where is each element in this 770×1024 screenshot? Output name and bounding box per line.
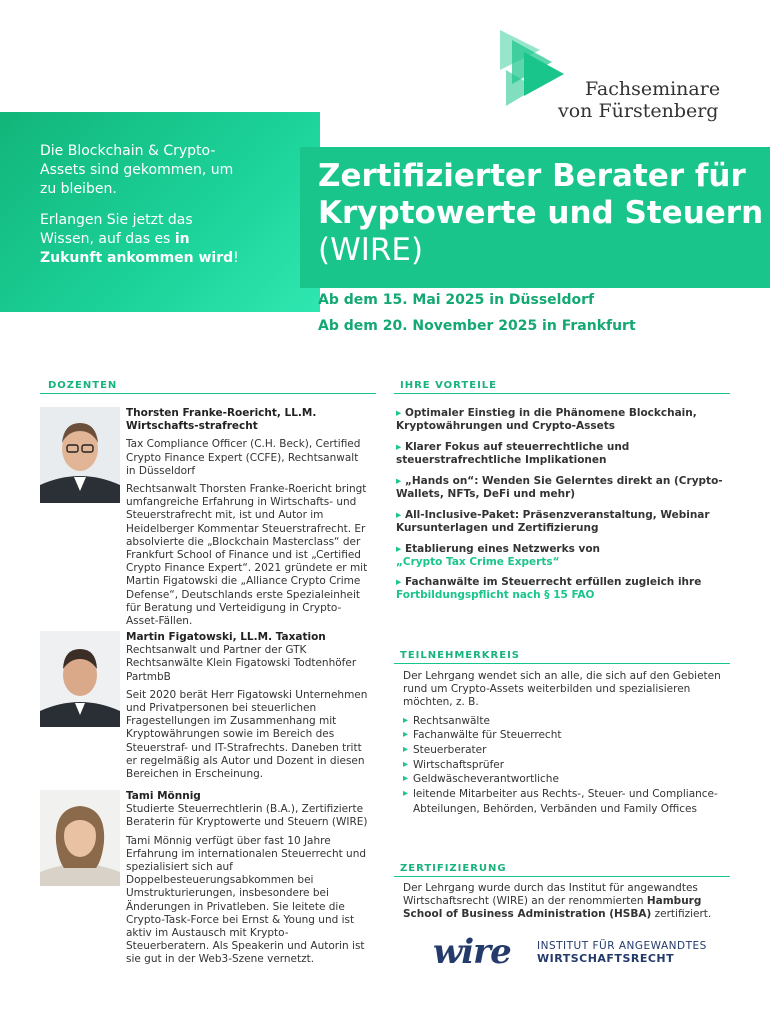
speaker-name: Martin Figatowski, LL.M. Taxation [126, 631, 326, 643]
fachseminare-logo [500, 30, 740, 130]
arrow-right-icon: ▸ [396, 441, 405, 453]
date-duesseldorf: Ab dem 15. Mai 2025 in Düsseldorf [318, 292, 595, 308]
advantage-4: ▸ All-Inclusive-Paket: Präsenzveranstaltung, Webinar Kursunterlagen und Zertifizierung [396, 509, 710, 535]
speaker-role: Studierte Steuerrechtlerin (B.A.), Zertifizierte Beraterin für Kryptowerte und Steuern (WIRE) [126, 803, 368, 829]
divider [394, 876, 730, 877]
list-item: ▸ Fachanwälte für Steuerrecht [403, 728, 723, 743]
arrow-right-icon: ▸ [396, 475, 405, 487]
teilnehmer-intro: Der Lehrgang wendet sich an alle, die sich auf den Gebieten rund um Crypto-Assets weiterbilden und spezialisieren möchten, z. B. [403, 670, 721, 709]
speaker-name: Thorsten Franke-Roericht, LL.M. Wirtschafts-strafrecht [126, 407, 317, 433]
speaker-photo-franke [40, 407, 120, 503]
divider [40, 393, 376, 394]
advantage-2: ▸ Klarer Fokus auf steuerrechtliche und steuerstrafrechtliche Implikationen [396, 441, 630, 467]
advantage-6: ▸ Fachanwälte im Steuerrecht erfüllen zugleich ihre Fortbildungspflicht nach § 15 FAO [396, 576, 702, 602]
list-item: ▸ Wirtschaftsprüfer [403, 758, 723, 773]
speaker-photo-moennig [40, 790, 120, 886]
speaker-photo-figatowski [40, 631, 120, 727]
list-item: ▸ Steuerberater [403, 743, 723, 758]
wire-institute-logo [433, 932, 707, 972]
section-label-zertifizierung: ZERTIFIZIERUNG [400, 863, 507, 874]
wire-line-2: WIRTSCHAFTSRECHT [537, 952, 675, 965]
list-item: ▸ Rechtsanwälte [403, 714, 723, 729]
teilnehmer-list [403, 714, 723, 817]
section-label-teilnehmer: TEILNEHMERKREIS [400, 650, 520, 661]
speaker-role: Rechtsanwalt und Partner der GTK Rechtsanwälte Klein Figatowski Todtenhöfer PartmbB [126, 644, 357, 683]
intro-paragraph-1: Die Blockchain & Crypto-Assets sind gekommen, um zu bleiben. [40, 143, 234, 197]
logo-line-2: von Fürstenberg [558, 100, 719, 122]
speaker-bio: Seit 2020 berät Herr Figatowski Unternehmen und Privatpersonen bei steuerlichen Fragestellungen im Zusammenhang mit Kryptowährungen sowie im Bereich des Steuerstraf- und IT-Strafrechts. Daneben tritt er regelmäßig als Autor und Dozent in diesen Bereichen in Erscheinung. [126, 688, 368, 781]
advantage-3: ▸ „Hands on“: Wenden Sie Gelerntes direkt an (Crypto-Wallets, NFTs, DeFi und mehr) [396, 475, 723, 501]
wire-mark: wire [433, 932, 511, 972]
list-item: ▸ leitende Mitarbeiter aus Rechts-, Steuer- und Compliance-Abteilungen, Behörden, Verbänden und Family Offices [403, 787, 723, 816]
speaker-name: Tami Mönnig [126, 790, 201, 802]
section-label-vorteile: IHRE VORTEILE [400, 380, 497, 391]
arrow-right-icon: ▸ [396, 576, 405, 588]
advantage-5: ▸ Etablierung eines Netzwerks von „Crypto Tax Crime Experts“ [396, 543, 601, 569]
speaker-role: Tax Compliance Officer (C.H. Beck), Certified Crypto Finance Expert (CCFE), Rechtsanwalt in Düsseldorf [126, 438, 361, 477]
divider [394, 663, 730, 664]
arrow-right-icon: ▸ [396, 543, 405, 555]
arrow-right-icon: ▸ [396, 407, 405, 419]
speaker-franke [126, 407, 371, 633]
speaker-bio: Rechtsanwalt Thorsten Franke-Roericht bringt umfangreiche Erfahrung in Wirtschafts- und Steuerstrafrecht mit, ist und Autor im Heidelberger Kommentar Steuerstrafrecht. Er absolvierte die „Blockchain Masterclass“ der Frankfurt School of Finance und ist „Certified Crypto Finance Expert“. 2021 gründete er mit Martin Figatowski die „Alliance Crypto Crime Defense“, Deutschlands erste Spezialeinheit für Beratung und Verteidigung in Crypto-Asset-Fällen. [126, 483, 368, 628]
speaker-moennig [126, 790, 371, 972]
teilnehmer-block [403, 670, 723, 817]
speaker-figatowski [126, 631, 371, 786]
wire-line-1: INSTITUT FÜR ANGEWANDTES [537, 940, 707, 952]
logo-line-1: Fachseminare [585, 78, 721, 100]
logo-arrow-mark-icon [500, 30, 580, 110]
page-title: Zertifizierter Berater für Kryptowerte und Steuern (WIRE) [318, 158, 764, 268]
intro-paragraph-2: Erlangen Sie jetzt das Wissen, auf das es in Zukunft ankommen wird! [40, 212, 239, 266]
list-item: ▸ Geldwäscheverantwortliche [403, 772, 723, 787]
advantage-1: ▸ Optimaler Einstieg in die Phänomene Blockchain, Kryptowährungen und Crypto-Assets [396, 407, 697, 433]
divider [394, 393, 730, 394]
speaker-bio: Tami Mönnig verfügt über fast 10 Jahre Erfahrung im internationalen Steuerrecht und spezialisiert sich auf Doppelbesteuerungsabkommen bei Umstrukturierungen, insbesondere bei Änderungen in Privatleben. Sie leitete die Crypto-Task-Force bei Ernst & Young und ist aktiv im Austausch mit Krypto-Steuerberatern. Als Speakerin und Autorin ist sie gut in der Web3-Szene vernetzt. [126, 834, 367, 966]
arrow-right-icon: ▸ [396, 509, 405, 521]
section-label-dozenten: DOZENTEN [48, 380, 118, 391]
zertifizierung-text: Der Lehrgang wurde durch das Institut für angewandtes Wirtschaftsrecht (WIRE) an der renommierten Hamburg School of Business Administration (HSBA) zertifiziert. [403, 882, 712, 921]
intro-text [40, 142, 250, 280]
date-frankfurt: Ab dem 20. November 2025 in Frankfurt [318, 318, 636, 334]
